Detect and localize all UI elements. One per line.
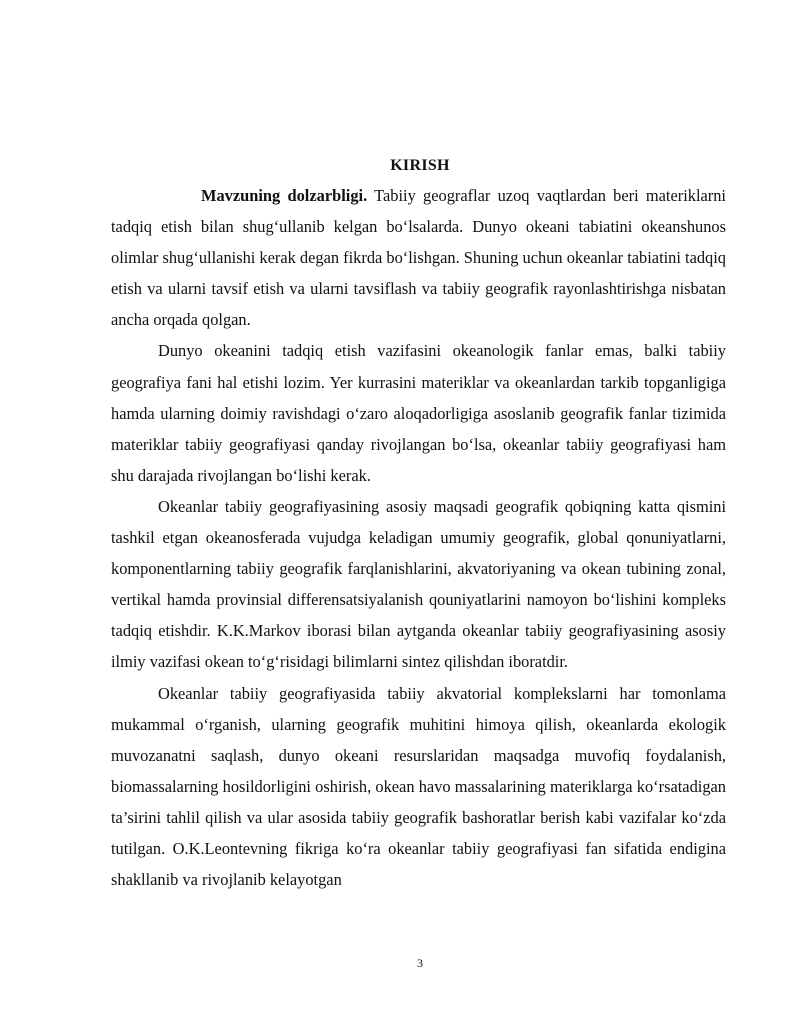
paragraph-lead: Mavzuning dolzarbligi.	[201, 186, 368, 205]
paragraph: Dunyo okeanini tadqiq etish vazifasini okeanologik fanlar emas, balki tabiiy geografiya fani hal etishi lozim. Yer kurrasini materiklar va okeanlardan tarkib topganligiga hamda ularning doimiy ravishdagi o‘zaro aloqadorligiga asoslanib geografik fanlar tizimida materiklar tabiiy geografiyasi qanday rivojlangan bo‘lsa, okeanlar tabiiy geografiyasi ham shu darajada rivojlangan bo‘lishi kerak.	[111, 341, 726, 485]
paragraph-text: Tabiiy geograflar uzoq vaqtlardan beri materiklarni tadqiq etish bilan shug‘ullanib kelgan bo‘lsalarda. Dunyo okeani tabiatini okeanshunos olimlar shug‘ullanishi kerak degan fikrda bo‘lishgan. Shuning uchun okeanlar tabiatini tadqiq etish va ularni tavsif etish va ularni tavsiflash va tabiiy geografik rayonlashtirishga nisbatan ancha orqada qolgan.	[111, 186, 726, 330]
body-text	[111, 180, 726, 895]
paragraph: Okeanlar tabiiy geografiyasida tabiiy akvatorial komplekslarni har tomonlama mukammal o‘rganish, ularning geografik muhitini himoya qilish, okeanlarda ekologik muvozanatni saqlash, dunyo okeani resurslaridan maqsadga muvofiq foydalanish, biomassalarning hosildorligini oshirish, okean havo massalarining materiklarga ko‘rsatadigan ta’sirini tahlil qilish va ular asosida tabiiy geografik bashoratlar berish kabi vazifalar ko‘zda tutilgan. O.K.Leontevning fikriga ko‘ra okeanlar tabiiy geografiyasi fan sifatida endigina shakllanib va rivojlanib kelayotgan	[111, 683, 726, 890]
paragraph-relevance	[111, 180, 726, 335]
section-heading: KIRISH	[390, 157, 450, 174]
page-number: 3	[417, 956, 423, 970]
paragraph: Okeanlar tabiiy geografiyasining asosiy maqsadi geografik qobiqning katta qismini tashkil etgan okeanosferada vujudga keladigan umumiy geografik, global qonuniyatlarni, komponentlarning tabiiy geografik farqlanishlarini, akvatoriyaning va okean tubining zonal, vertikal hamda provinsial differensatsiyalanish qouniyatlarini namoyon bo‘lishini kompleks tadqiq etishdir. K.K.Markov iborasi bilan aytganda okeanlar tabiiy geografiyasining asosiy ilmiy vazifasi okean to‘g‘risidagi bilimlarni sintez qilishdan iboratdir.	[111, 496, 726, 672]
